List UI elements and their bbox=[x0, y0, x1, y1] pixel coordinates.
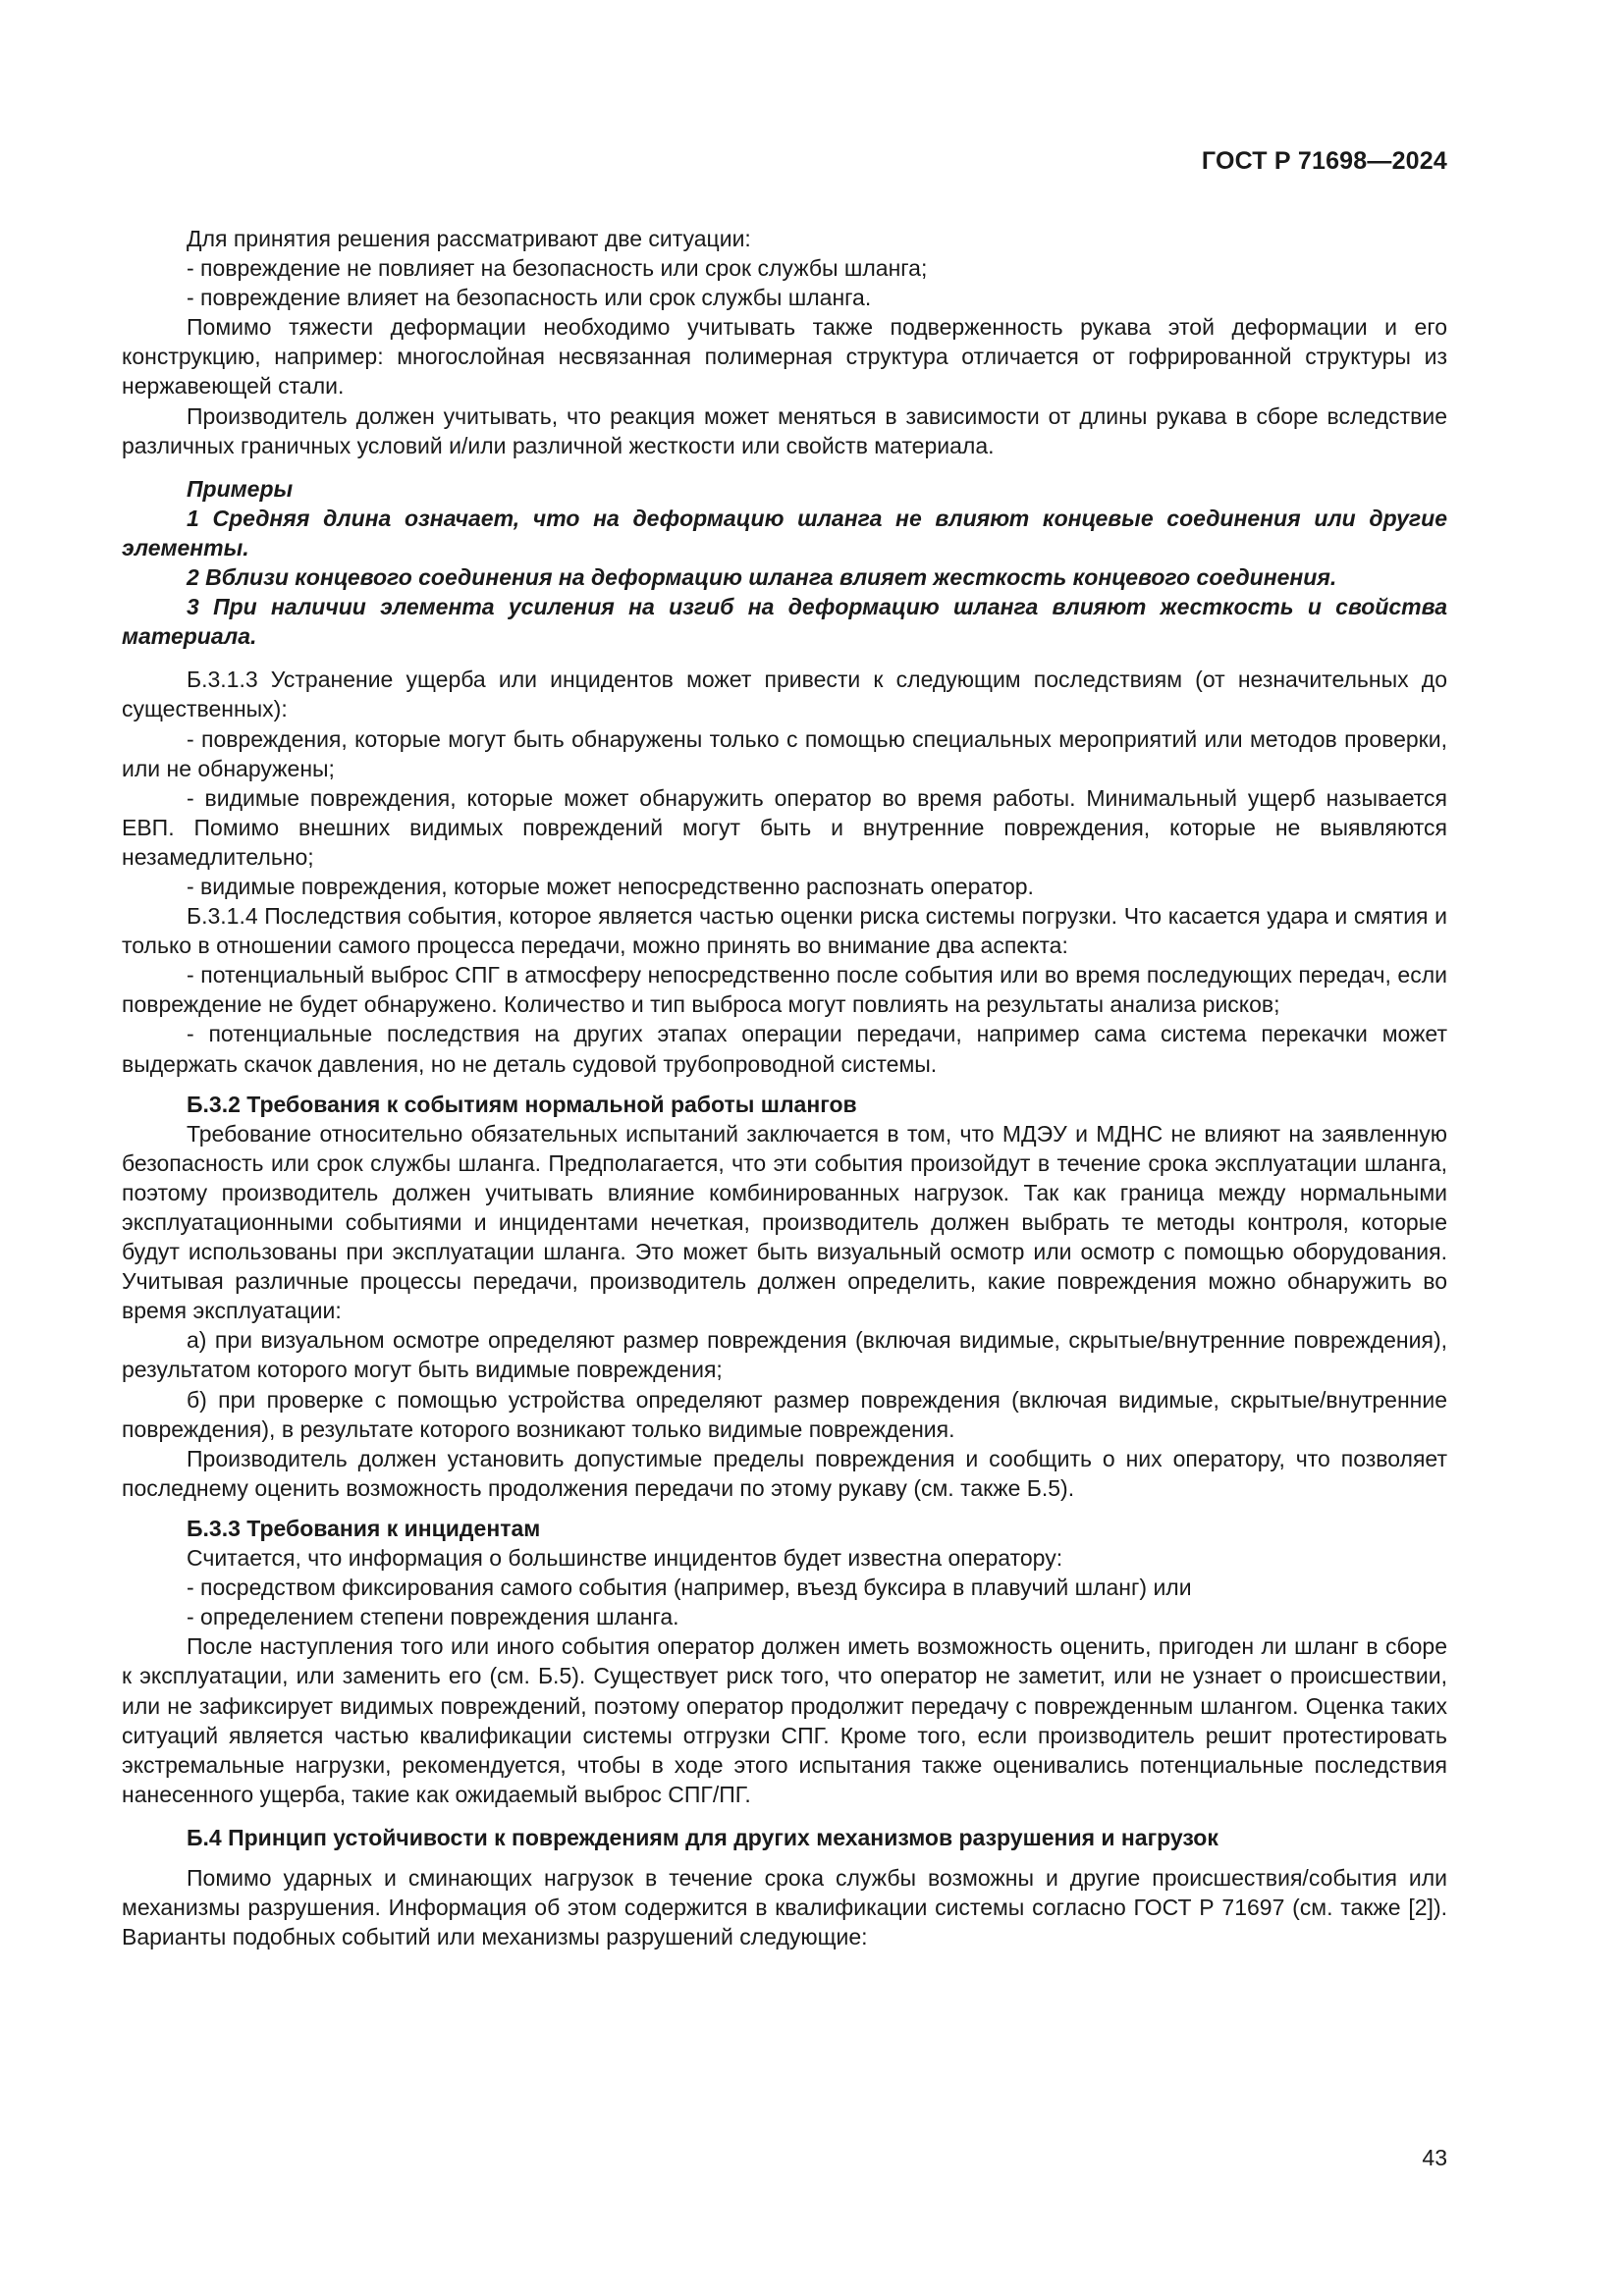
list-item: - повреждения, которые могут быть обнаружены только с помощью специальных мероприятий или методов проверки, или не обнаружены; bbox=[122, 725, 1447, 781]
list-item: - повреждение влияет на безопасность или срок службы шланга. bbox=[187, 285, 872, 311]
paragraph-b3-1-4: Б.3.1.4 Последствия события, которое является частью оценки риска системы погрузки. Что касается удара и смятия и только в отношении самого процесса передачи, можно принять во внимание два аспекта: bbox=[122, 903, 1447, 959]
spacer bbox=[122, 460, 1447, 474]
list-item: а) при визуальном осмотре определяют размер повреждения (включая видимые, скрытые/внутренние повреждения), результатом которого могут быть видимые повреждения; bbox=[122, 1327, 1447, 1383]
spacer bbox=[122, 1503, 1447, 1514]
paragraph: Для принятия решения рассматривают две ситуации: bbox=[187, 226, 751, 251]
spacer bbox=[122, 651, 1447, 665]
section-title-b3-3: Б.3.3 Требования к инцидентам bbox=[187, 1515, 541, 1541]
document-body bbox=[122, 224, 1447, 1951]
paragraph: После наступления того или иного события оператор должен иметь возможность оценить, пригоден ли шланг в сборе к эксплуатации, или заменить его (см. Б.5). Существует риск того, что оператор не заметит, или не узнает о происшествии, или не зафиксирует видимых повреждений, поэтому оператор продолжит передачу с поврежденным шлангом. Оценка таких ситуаций является частью квалификации системы отгрузки СПГ. Кроме того, если производитель решит протестировать экстремальные нагрузки, рекомендуется, чтобы в ходе этого испытания также оценивались потенциальные последствия нанесенного ущерба, такие как ожидаемый выброс СПГ/ПГ. bbox=[122, 1633, 1447, 1807]
example-3: 3 При наличии элемента усиления на изгиб на деформацию шланга влияют жесткость и свойства материала. bbox=[122, 594, 1447, 650]
list-item: - потенциальные последствия на других этапах операции передачи, например сама система перекачки может выдержать скачок давления, но не деталь судовой трубопроводной системы. bbox=[122, 1021, 1447, 1077]
examples-heading: Примеры bbox=[187, 475, 294, 502]
paragraph-b3-1-3: Б.3.1.3 Устранение ущерба или инцидентов может привести к следующим последствиям (от незначительных до существенных): bbox=[122, 667, 1447, 722]
paragraph: Требование относительно обязательных испытаний заключается в том, что МДЭУ и МДНС не влияют на заявленную безопасность или срок службы шланга. Предполагается, что эти события произойдут в течение срока эксплуатации шланга, поэтому производитель должен учитывать влияние комбинированных нагрузок. Так как граница между нормальными эксплуатационными событиями и инцидентами нечеткая, производитель должен выбрать те методы контроля, которые будут использованы при эксплуатации шланга. Это может быть визуальный осмотр или осмотр с помощью оборудования. Учитывая различные процессы передачи, производитель должен определить, какие повреждения можно обнаружить во время эксплуатации: bbox=[122, 1120, 1447, 1324]
list-item: - потенциальный выброс СПГ в атмосферу непосредственно после события или во время последующих передач, если повреждение не будет обнаружено. Количество и тип выброса могут повлиять на результаты анализа рисков; bbox=[122, 962, 1447, 1018]
example-2: 2 Вблизи концевого соединения на деформацию шланга влияет жесткость концевого соединения. bbox=[187, 564, 1337, 591]
section-title-b4: Б.4 Принцип устойчивости к повреждениям для других механизмов разрушения и нагрузок bbox=[187, 1824, 1218, 1850]
section-title-b3-2: Б.3.2 Требования к событиям нормальной работы шлангов bbox=[187, 1091, 857, 1117]
paragraph: Помимо ударных и сминающих нагрузок в течение срока службы возможны и другие происшествия/события или механизмы разрушения. Информация об этом содержится в квалификации системы согласно ГОСТ Р 71697 (см. также [2]). Варианты подобных событий или механизмы разрушений следующие: bbox=[122, 1864, 1447, 1950]
paragraph: Считается, что информация о большинстве инцидентов будет известна оператору: bbox=[187, 1545, 1063, 1572]
spacer bbox=[122, 1852, 1447, 1863]
page-number: 43 bbox=[1422, 2145, 1447, 2170]
document-id-header: ГОСТ Р 71698—2024 bbox=[1201, 147, 1447, 175]
list-item: - определением степени повреждения шланга. bbox=[187, 1604, 679, 1630]
list-item: - повреждение не повлияет на безопасность или срок службы шланга; bbox=[187, 255, 928, 282]
spacer bbox=[122, 1079, 1447, 1090]
list-item: - видимые повреждения, которые может обнаружить оператор во время работы. Минимальный ущерб называется ЕВП. Помимо внешних видимых повреждений могут быть и внутренние повреждения, которые не выявляются незамедлительно; bbox=[122, 784, 1447, 870]
paragraph: Помимо тяжести деформации необходимо учитывать также подверженность рукава этой деформации и его конструкцию, например: многослойная несвязанная полимерная структура отличается от гофрированной структуры из нержавеющей стали. bbox=[122, 314, 1447, 400]
spacer bbox=[122, 1809, 1447, 1823]
example-1: 1 Средняя длина означает, что на деформацию шланга не влияют концевые соединения или другие элементы. bbox=[122, 505, 1447, 561]
list-item: - видимые повреждения, которые может непосредственно распознать оператор. bbox=[187, 873, 1034, 899]
paragraph: Производитель должен учитывать, что реакция может меняться в зависимости от длины рукава в сборе вследствие различных граничных условий и/или различной жесткости или свойств материала. bbox=[122, 402, 1447, 458]
paragraph: Производитель должен установить допустимые пределы повреждения и сообщить о них оператору, что позволяет последнему оценить возможность продолжения передачи по этому рукаву (см. также Б.5). bbox=[122, 1445, 1447, 1501]
list-item: б) при проверке с помощью устройства определяют размер повреждения (включая видимые, скрытые/внутренние повреждения), в результате которого возникают только видимые повреждения. bbox=[122, 1386, 1447, 1442]
list-item: - посредством фиксирования самого события (например, въезд буксира в плавучий шланг) или bbox=[187, 1575, 1192, 1601]
